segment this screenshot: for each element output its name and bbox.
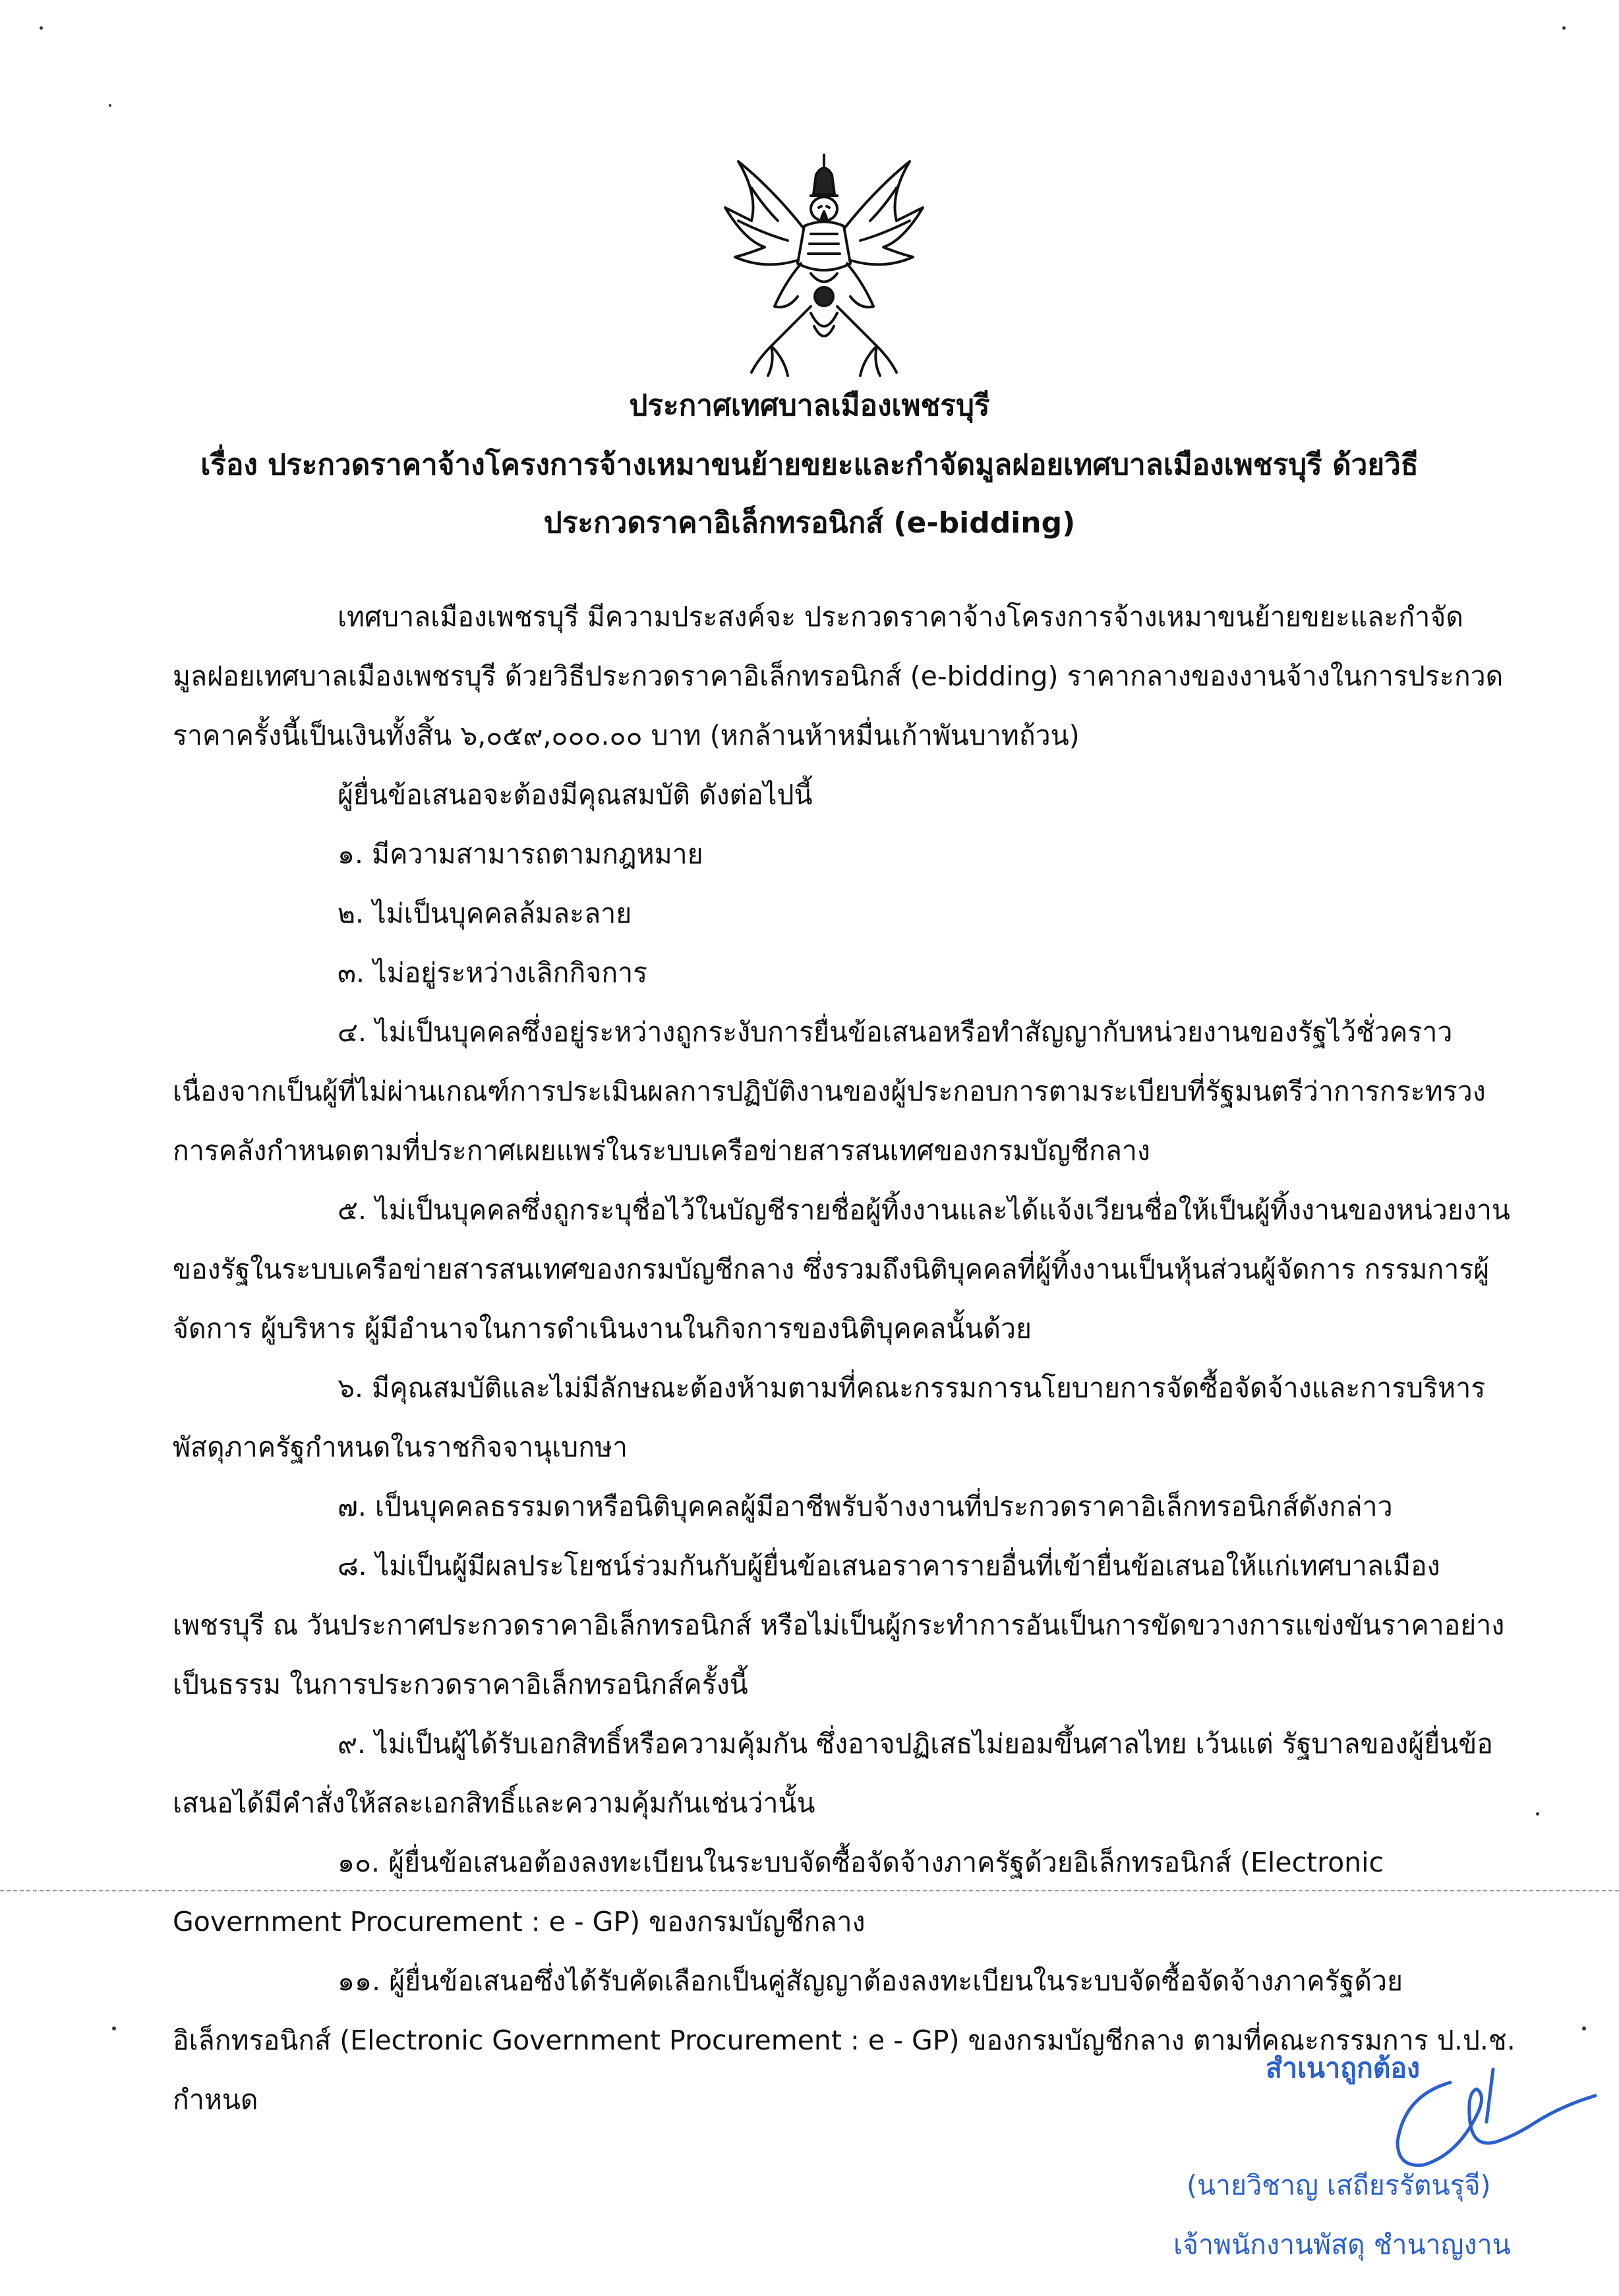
qualification-item-7: ๗. เป็นบุคคลธรรมดาหรือนิติบุคคลผู้มีอาชีพรับจ้างงานที่ประกวดราคาอิเล็กทรอนิกส์ดังกล่าว [338, 1491, 1393, 1522]
scan-speck [1536, 1812, 1539, 1816]
qualification-item-5-line-1: ๕. ไม่เป็นบุคคลซึ่งถูกระบุชื่อไว้ในบัญชีรายชื่อผู้ทิ้งงานและได้แจ้งเวียนชื่อให้เป็นผู้ทิ้งงานของหน่วยงาน [338, 1194, 1510, 1226]
qualification-item-5-line-3: จัดการ ผู้บริหาร ผู้มีอำนาจในการดำเนินงานในกิจการของนิติบุคคลนั้นด้วย [173, 1313, 1032, 1344]
scan-speck [1582, 2026, 1586, 2030]
qualification-item-3: ๓. ไม่อยู่ระหว่างเลิกกิจการ [338, 957, 648, 989]
qualification-item-6-line-1: ๖. มีคุณสมบัติและไม่มีลักษณะต้องห้ามตามที่คณะกรรมการนโยบายการจัดซื้อจัดจ้างและการบริหาร [338, 1372, 1486, 1404]
signer-position: เจ้าพนักงานพัสดุ ชำนาญงาน [1173, 2229, 1511, 2260]
scan-speck [109, 104, 111, 107]
scan-speck [112, 2026, 116, 2030]
qualification-item-10-line-2: Government Procurement : e - GP) ของกรมบัญชีกลาง [173, 1906, 866, 1937]
qualification-item-5-line-2: ของรัฐในระบบเครือข่ายสารสนเทศของกรมบัญชีกลาง ซึ่งรวมถึงนิติบุคคลที่ผู้ทิ้งงานเป็นหุ้นส่วนผู้จัดการ กรรมการผู้ [173, 1253, 1490, 1285]
announcement-subject-line-1: เรื่อง ประกวดราคาจ้างโครงการจ้างเหมาขนย้ายขยะและกำจัดมูลฝอยเทศบาลเมืองเพชรบุรี ด้วยวิธี [200, 448, 1419, 482]
qualification-item-4-line-2: เนื่องจากเป็นผู้ที่ไม่ผ่านเกณฑ์การประเมินผลการปฏิบัติงานของผู้ประกอบการตามระเบียบที่รัฐมนตรีว่าการกระทรวง [173, 1076, 1486, 1107]
qualification-item-8-line-1: ๘. ไม่เป็นผู้มีผลประโยชน์ร่วมกันกับผู้ยื่นข้อเสนอราคารายอื่นที่เข้ายื่นข้อเสนอให้แก่เทศบาลเมือง [338, 1550, 1440, 1582]
qualification-item-2: ๒. ไม่เป็นบุคคลล้มละลาย [338, 898, 632, 929]
qualification-item-11-line-3: กำหนด [173, 2084, 258, 2115]
intro-line-3: ราคาครั้งนี้เป็นเงินทั้งสิ้น ๖,๐๕๙,๐๐๐.๐๐ บาท (หกล้านห้าหมื่นเก้าพันบาทถ้วน) [173, 720, 1080, 751]
scan-speck [1562, 26, 1566, 30]
intro-line-1: เทศบาลเมืองเพชรบุรี มีความประสงค์จะ ประกวดราคาจ้างโครงการจ้างเหมาขนย้ายขยะและกำจัด [338, 601, 1463, 633]
qualification-item-4-line-1: ๔. ไม่เป็นบุคคลซึ่งอยู่ระหว่างถูกระงับการยื่นข้อเสนอหรือทำสัญญากับหน่วยงานของรัฐไว้ชั่วคราว [338, 1016, 1453, 1048]
certified-copy-stamp: สำเนาถูกต้อง [1266, 2052, 1421, 2084]
scan-fold-divider [0, 1890, 1619, 1891]
qualification-item-11-line-1: ๑๑. ผู้ยื่นข้อเสนอซึ่งได้รับคัดเลือกเป็นคู่สัญญาต้องลงทะเบียนในระบบจัดซื้อจัดจ้างภาครัฐด้วย [338, 1965, 1403, 1997]
signer-name: (นายวิชาญ เสถียรรัตนรุจี) [1187, 2169, 1491, 2201]
qualifications-heading: ผู้ยื่นข้อเสนอจะต้องมีคุณสมบัติ ดังต่อไปนี้ [338, 779, 813, 811]
intro-line-2: มูลฝอยเทศบาลเมืองเพชรบุรี ด้วยวิธีประกวดราคาอิเล็กทรอนิกส์ (e-bidding) ราคากลางของงานจ้างในการประกวด [173, 660, 1504, 692]
qualification-item-10-line-1: ๑๐. ผู้ยื่นข้อเสนอต้องลงทะเบียนในระบบจัดซื้อจัดจ้างภาครัฐด้วยอิเล็กทรอนิกส์ (Electronic [338, 1847, 1384, 1878]
announcement-subject-line-2: ประกวดราคาอิเล็กทรอนิกส์ (e-bidding) [543, 506, 1076, 540]
qualification-item-11-line-2: อิเล็กทรอนิกส์ (Electronic Government Procurement : e - GP) ของกรมบัญชีกลาง ตามที่คณะกรรมการ ป.ป.ช. [173, 2024, 1516, 2056]
announcement-title: ประกาศเทศบาลเมืองเพชรบุรี [629, 389, 990, 422]
qualification-item-6-line-2: พัสดุภาครัฐกำหนดในราชกิจจานุเบกษา [173, 1431, 628, 1463]
qualification-item-1: ๑. มีความสามารถตามกฎหมาย [338, 838, 703, 870]
qualification-item-8-line-3: เป็นธรรม ในการประกวดราคาอิเล็กทรอนิกส์ครั้งนี้ [173, 1669, 748, 1700]
qualification-item-9-line-2: เสนอได้มีคำสั่งให้สละเอกสิทธิ์และความคุ้มกันเช่นว่านั้น [173, 1787, 815, 1819]
qualification-item-8-line-2: เพชรบุรี ณ วันประกาศประกวดราคาอิเล็กทรอนิกส์ หรือไม่เป็นผู้กระทำการอันเป็นการขัดขวางการแข่งขันราคาอย่าง [173, 1609, 1505, 1641]
garuda-emblem-icon [712, 148, 936, 386]
qualification-item-9-line-1: ๙. ไม่เป็นผู้ได้รับเอกสิทธิ์หรือความคุ้มกัน ซึ่งอาจปฏิเสธไม่ยอมขึ้นศาลไทย เว้นแต่ รัฐบาลของผู้ยื่นข้อ [338, 1728, 1493, 1760]
scan-speck [40, 26, 43, 30]
qualification-item-4-line-3: การคลังกำหนดตามที่ประกาศเผยแพร่ในระบบเครือข่ายสารสนเทศของกรมบัญชีกลาง [173, 1135, 1150, 1166]
